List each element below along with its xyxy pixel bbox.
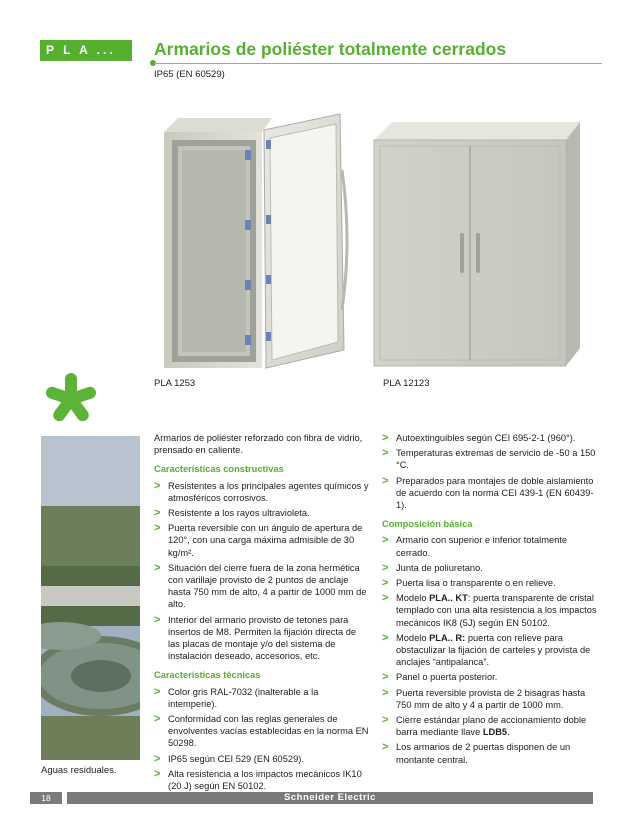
list-item: > IP65 según CEI 529 (EN 60529). <box>154 752 304 765</box>
chevron-right-icon: > <box>154 561 161 574</box>
list-item: > Temperaturas extremas de servicio de -50 a 150 °C. <box>382 447 596 471</box>
section-heading-composition: Composición básica <box>382 519 473 530</box>
chevron-right-icon: > <box>154 767 161 780</box>
page-number: 18 <box>30 792 62 804</box>
chevron-right-icon: > <box>154 685 161 698</box>
list-item: > Preparados para montajes de doble aislamiento de acuerdo con la norma CEI 439-1 (EN 60439-1). <box>382 474 594 511</box>
chevron-right-icon: > <box>382 447 389 460</box>
chevron-right-icon: > <box>382 741 389 754</box>
section-heading-technical: Características técnicas <box>154 670 261 681</box>
figure-caption-2: PLA 12123 <box>383 378 430 389</box>
chevron-right-icon: > <box>154 479 161 492</box>
list-item: > Color gris RAL-7032 (inalterable a la intemperie). <box>154 685 319 709</box>
list-item: > Interior del armario provisto de tetones para insertos de M8. Permiten la fijación directa de las placas de montaje y/o del sistema de instalación deseado, accesorios, etc. <box>154 613 357 662</box>
chevron-right-icon: > <box>154 613 161 626</box>
list-item: > Junta de poliuretano. <box>382 561 483 574</box>
chevron-right-icon: > <box>382 561 389 574</box>
chevron-right-icon: > <box>382 671 389 684</box>
list-item: > Conformidad con las reglas generales de envolventes vacías establecidas en la norma EN 50298. <box>154 713 369 749</box>
list-item: > Situación del cierre fuera de la zona hermética con varillaje provisto de 2 puntos de anclaje hasta 750 mm de alto, 4 a partir de 1000 mm de alto. <box>154 561 367 610</box>
asterisk-star-icon <box>44 372 98 426</box>
intro-paragraph: Armarios de poliéster reforzado con fibra de vidrio, prensado en caliente. <box>154 433 363 456</box>
wastewater-photo <box>41 436 140 760</box>
chevron-right-icon: > <box>382 686 389 699</box>
list-item: > Autoextinguibles según CEI 695-2-1 (960°). <box>382 432 576 444</box>
text-column-1 <box>154 432 369 795</box>
chevron-right-icon: > <box>382 534 389 547</box>
section-heading-construction: Características constructivas <box>154 464 284 475</box>
page-title: Armarios de poliéster totalmente cerrados <box>154 39 507 59</box>
chevron-right-icon: > <box>382 577 389 590</box>
chevron-right-icon: > <box>382 714 389 727</box>
chevron-right-icon: > <box>382 474 389 487</box>
list-item: > Resistente a los rayos ultravioleta. <box>154 507 310 520</box>
product-image-pla-1253 <box>152 110 367 372</box>
list-item: > Puerta reversible con un ángulo de apertura de 120°, con una carga máxima admisible de 30 kg/m². <box>154 522 363 558</box>
chevron-right-icon: > <box>154 522 161 535</box>
text-column-2 <box>382 432 597 769</box>
chevron-right-icon: > <box>154 752 161 765</box>
chevron-right-icon: > <box>154 713 161 726</box>
list-item: > Puerta lisa o transparente o en relieve. <box>382 577 556 590</box>
title-rule <box>154 63 602 64</box>
page-subtitle: IP65 (EN 60529) <box>154 69 225 80</box>
product-image-pla-12123 <box>370 118 585 370</box>
chevron-right-icon: > <box>382 592 389 605</box>
chevron-right-icon: > <box>382 631 389 644</box>
footer-brand: Schneider Electric <box>67 792 593 804</box>
list-item: > Modelo PLA.. KT: puerta transparente de cristal templado con una alta resistencia a los impactos mecánicos IK8 (5J) según EN 50102. <box>382 592 597 628</box>
list-item: > Armario con superior e inferior totalmente cerrado. <box>382 534 568 558</box>
list-item: > Alta resistencia a los impactos mecánicos IK10 (20 J) según EN 50102. <box>154 767 362 792</box>
list-item: > Modelo PLA.. R: puerta con relieve para obstaculizar la fijación de carteles y provista de anclajes “antipalanca”. <box>382 631 591 668</box>
list-item: > Los armarios de 2 puertas disponen de un montante central. <box>382 741 571 765</box>
list-item: > Panel o puerta posterior. <box>382 671 498 684</box>
chevron-right-icon: > <box>382 432 389 444</box>
photo-caption: Aguas residuales. <box>41 765 117 776</box>
list-item: > Puerta reversible provista de 2 bisagras hasta 750 mm de alto y 4 a partir de 1000 mm. <box>382 686 586 710</box>
list-item: > Resistentes a los principales agentes químicos y atmosféricos corrosivos. <box>154 479 369 503</box>
figure-caption-1: PLA 1253 <box>154 378 196 389</box>
section-tag: P L A ... <box>40 40 132 61</box>
chevron-right-icon: > <box>154 507 161 520</box>
list-item: > Cierre estándar plano de accionamiento doble barra mediante llave LDB5. <box>382 714 587 738</box>
